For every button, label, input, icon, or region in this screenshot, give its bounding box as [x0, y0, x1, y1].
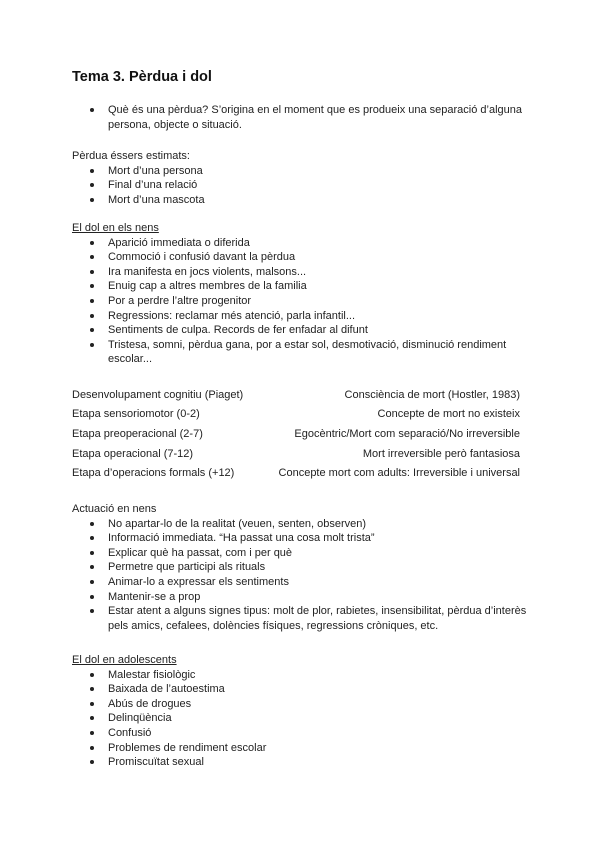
list-item: Delinqüència	[72, 711, 532, 726]
list-item: Mort d’una persona	[72, 164, 532, 179]
table-row	[72, 405, 520, 425]
concept-cell: Egocèntric/Mort com separació/No irreversible	[294, 427, 520, 440]
concept-cell: Mort irreversible però fantasiosa	[362, 447, 520, 460]
section-heading: Pèrdua éssers estimats:	[72, 150, 190, 162]
children-action-section	[72, 502, 532, 633]
list-item: Informació immediata. “Ha passat una cosa molt trista”	[72, 531, 532, 546]
table-header-cell: Consciència de mort (Hostler, 1983)	[344, 388, 520, 401]
list-item: Tristesa, somni, pèrdua gana, por a estar sol, desmotivació, disminució rendiment escolar...	[72, 338, 532, 367]
intro-section	[72, 103, 532, 132]
list-item: Regressions: reclamar més atenció, parla infantil...	[72, 309, 532, 324]
children-grief-section	[72, 221, 532, 367]
list-item: Final d’una relació	[72, 178, 532, 193]
page-title: Tema 3. Pèrdua i dol	[72, 69, 212, 85]
list-item: Confusió	[72, 726, 532, 741]
table-row	[72, 424, 520, 444]
list-item: Baixada de l’autoestima	[72, 682, 532, 697]
stage-cell: Etapa d’operacions formals (+12)	[72, 467, 235, 480]
stage-cell: Etapa sensoriomotor (0-2)	[72, 408, 200, 421]
list-item: Explicar què ha passat, com i per què	[72, 546, 532, 561]
list-item: Permetre que participi als rituals	[72, 560, 532, 575]
table-row	[72, 444, 520, 464]
list-item: Aparició immediata o diferida	[72, 236, 532, 251]
stage-cell: Etapa preoperacional (2-7)	[72, 427, 203, 440]
concept-cell: Concepte de mort no existeix	[377, 408, 520, 421]
table-row	[72, 463, 520, 483]
adolescent-grief-section	[72, 653, 532, 770]
list-item: Abús de drogues	[72, 697, 532, 712]
section-heading: El dol en adolescents	[72, 654, 177, 666]
table-header-cell: Desenvolupament cognitiu (Piaget)	[72, 388, 244, 401]
concept-cell: Concepte mort com adults: Irreversible i universal	[278, 467, 520, 480]
list-item: Sentiments de culpa. Records de fer enfadar al difunt	[72, 323, 532, 338]
loved-ones-section	[72, 149, 532, 207]
list-item: No apartar-lo de la realitat (veuen, senten, observen)	[72, 517, 532, 532]
list-item: Mantenir-se a prop	[72, 590, 532, 605]
list-item: Problemes de rendiment escolar	[72, 741, 532, 756]
list-item: Ira manifesta en jocs violents, malsons...	[72, 265, 532, 280]
list-item: Mort d’una mascota	[72, 193, 532, 208]
list-item: Animar-lo a expressar els sentiments	[72, 575, 532, 590]
section-heading: El dol en els nens	[72, 222, 159, 234]
list-item: Malestar fisiològic	[72, 668, 532, 683]
list-item: Què és una pèrdua? S’origina en el moment que es produeix una separació d’alguna persona, objecte o situació.	[72, 103, 532, 132]
list-item: Estar atent a alguns signes tipus: molt de plor, rabietes, insensibilitat, pèrdua d’interès pels amics, cefalees, dolències físiques, regressions cròniques, etc.	[72, 604, 532, 633]
cognitive-development-table	[72, 385, 520, 483]
list-item: Enuig cap a altres membres de la familia	[72, 279, 532, 294]
list-item: Promiscuïtat sexual	[72, 755, 532, 770]
section-heading: Actuació en nens	[72, 503, 157, 515]
table-header-row	[72, 385, 520, 405]
list-item: Commoció i confusió davant la pèrdua	[72, 250, 532, 265]
stage-cell: Etapa operacional (7-12)	[72, 447, 194, 460]
list-item: Por a perdre l’altre progenitor	[72, 294, 532, 309]
